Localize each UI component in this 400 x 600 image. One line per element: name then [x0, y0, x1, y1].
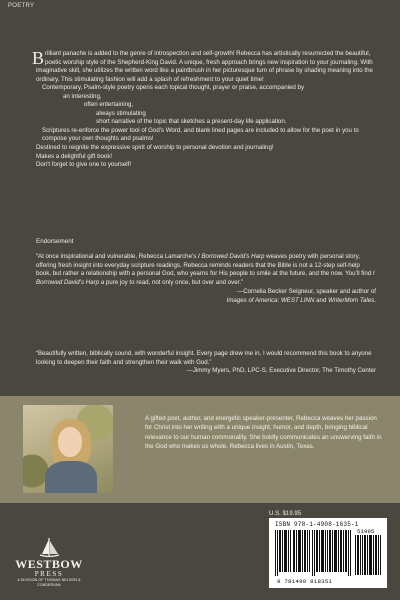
- endorsement-quote-1: [36, 253, 376, 305]
- author-bio: A gifted poet, author, and energetic speaker-presenter, Rebecca weaves her passion for Christ into her writing with a unique insight, humor, and depth, bringing biblical relevance to our human commonality. She boldly communicates an unswerving faith in the God who makes us whole. Rebecca lives in Austin, Texas.: [145, 415, 382, 450]
- blurb-indented-line: always stimulating: [96, 109, 146, 117]
- author-bio-band: [0, 396, 400, 503]
- book-title: WriterMom Tales: [328, 296, 375, 304]
- blurb-line-destined: Destined to reignite the expressive spirit of worship to personal devotion and journaling!: [36, 144, 274, 152]
- drop-cap: B: [32, 48, 45, 68]
- blurb-line-gift: Makes a delightful gift book!: [36, 152, 113, 160]
- publisher-logo: [6, 537, 92, 587]
- punctuation: .: [374, 296, 376, 304]
- blurb-indented-line: often entertaining,: [84, 101, 134, 109]
- publisher-name: WESTBOW: [15, 557, 83, 571]
- blurb-paragraph-1-text: rilliant panache is added to the genre of introspection and self-growth! Rebecca has artistically resurrected the beautiful, poetic worship style of the Shepherd-King David. A unique, fresh approach brings new inspiration to your journaling. With imaginative skill, she utilizes the written word like a paintbrush in her picturesque turn of phrase by shading meaning into the ordinary. This stimulating fashion will add a splash of refreshment to your quiet time!: [36, 50, 373, 83]
- blurb-paragraph-3: Scriptures re-enforce the power tool of God's Word, and blank lined pages are included to allow for the poet in you to compose your own thoughts and psalms!: [42, 126, 359, 143]
- blurb-line-forget: Don't forget to give one to yourself!: [36, 161, 132, 169]
- endorsement-attribution-1: —Cornelia Becker Seigneur, speaker and author of: [237, 287, 376, 295]
- price-label: U.S. $19.95: [269, 510, 302, 517]
- book-title: I Borrowed David’s Harp: [36, 270, 375, 287]
- book-title: Images of America: WEST LINN: [226, 296, 315, 304]
- endorsement-attribution-2: —Jimmy Myers, PhD, LPC-S, Executive Director, The Timothy Center: [186, 367, 376, 375]
- barcode-supplement-number: 51995: [357, 528, 375, 535]
- westbow-logo-icon: [36, 537, 62, 557]
- publisher-press: PRESS: [34, 570, 64, 578]
- endorsement-quote-2: [36, 350, 376, 376]
- conjunction: and: [314, 296, 329, 304]
- category-label: POETRY: [8, 3, 35, 9]
- blurb-indented-line: short narrative of the topic that sketches a present-day life application.: [96, 118, 287, 126]
- publisher-division: A DIVISION OF THOMAS NELSON & ZONDERVAN: [17, 578, 81, 587]
- blurb-paragraph-2: Contemporary, Psalm-style poetry opens each topical thought, prayer or praise, accompanied by: [42, 84, 305, 92]
- blurb-indented-line: an interesting,: [63, 92, 102, 100]
- endorsement-heading: Endorsement: [36, 238, 74, 245]
- blurb-section: [32, 48, 376, 170]
- endorsement-quote-1-text: [36, 253, 376, 288]
- endorsement-attribution-1-books: [36, 297, 376, 306]
- quote-text: a pure joy to read, not only once, but over and over.”: [99, 279, 244, 287]
- barcode-number: 9 781490 818351: [277, 578, 333, 585]
- quote-text: “At once inspirational and vulnerable, Rebecca Lamarche’s: [36, 253, 199, 260]
- book-title: I Borrowed David’s Harp: [198, 253, 265, 260]
- quote-text: weaves poetry with personal story, offering fresh insight into everyday scripture readings. Rebecca reminds readers that the Bible is not a 12-step self-help book, but rather a relationship with a personal God, who yearns for His people to smile at the future, and the now. You’ll find: [36, 253, 373, 278]
- barcode-bars-icon: [275, 530, 351, 576]
- barcode-supplement-bars-icon: [355, 535, 381, 575]
- endorsement-quote-2-text: “Beautifully written, biblically sound, with wonderful insight. Every page drew me in, I would recommend this book to anyone looking to deepen their faith and strengthen their walk with God.”: [36, 350, 372, 366]
- isbn-text: ISBN 978-1-4908-1635-1: [275, 521, 359, 528]
- author-photo: [23, 405, 113, 493]
- blurb-paragraph-1: [32, 48, 376, 84]
- isbn-barcode: [269, 518, 387, 588]
